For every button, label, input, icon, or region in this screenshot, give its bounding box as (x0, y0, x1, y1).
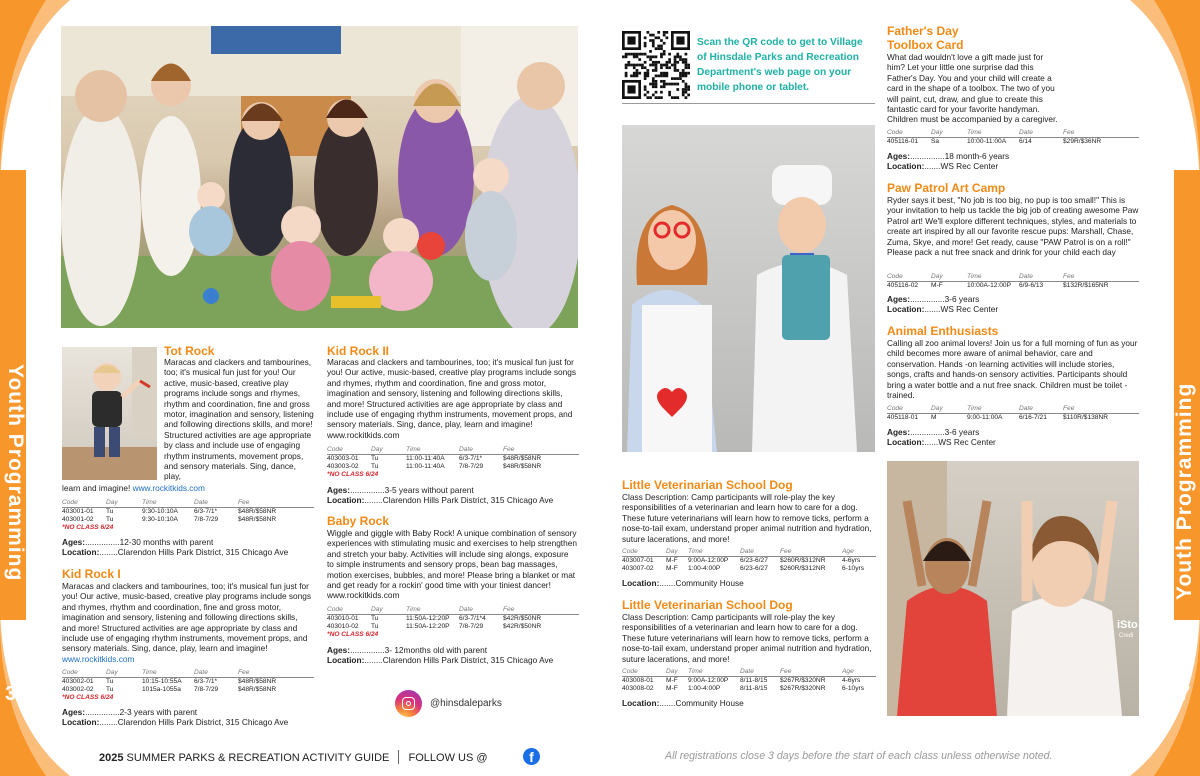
col-code: Code (622, 668, 638, 675)
cell: $48R/$58NR (503, 455, 542, 462)
kid-rock-2-schedule-table (327, 446, 579, 479)
col-fee: Fee (503, 446, 515, 453)
fathers-day-title-line-1: Father's Day (887, 24, 959, 38)
col-code: Code (887, 405, 903, 412)
table-row (327, 615, 579, 623)
fathers-day-location (887, 161, 998, 172)
footer-year: 2025 (99, 752, 124, 764)
ages-dots: ............... (910, 151, 945, 161)
cell: 1:00-4:00P (688, 685, 721, 692)
page-number-left: 36 (5, 683, 28, 705)
cell: 6/3-7/1*4 (459, 615, 486, 622)
table-header (622, 548, 876, 557)
table-header (62, 499, 314, 508)
col-fee: Fee (1063, 273, 1075, 280)
table-row (887, 414, 1139, 422)
tot-rock-description-tail: learn and imagine! (62, 483, 131, 493)
cell: 403001-01 (62, 508, 94, 515)
cell: 10:00-11:00A (967, 138, 1007, 145)
col-date: Date (740, 548, 754, 555)
music-class-photo (61, 26, 578, 328)
col-fee: Fee (1063, 129, 1075, 136)
location-label: Location: (622, 698, 660, 708)
cell: $132R/$165NR (1063, 282, 1109, 289)
toddler-photo (62, 347, 157, 480)
table-header (62, 669, 314, 678)
paw-patrol-description: Ryder says it best, "No job is too big, no pup is too small!" This is your invitation to help us tackle the big job of creating awesome Paw Patrol art! We'll explore different techniques, styles, and materials to create art inspired by all our favorite rescue pups: Marshall, Chase, Zuma, Skye, and more! Get ready, cause "PAW Patrol is on a roll!" Please pack a nut free snack and drink for your child each day (887, 195, 1139, 258)
location-dots: ....... (659, 698, 676, 708)
cell: Tu (106, 508, 114, 515)
kid-rock-1-location (62, 717, 288, 728)
location-dots: ....... (924, 304, 941, 314)
location-label: Location: (327, 655, 365, 665)
table-header (887, 405, 1139, 414)
cell: Tu (371, 455, 379, 462)
col-day: Day (371, 606, 383, 613)
instagram-icon[interactable] (395, 690, 422, 717)
cell: 6/16-7/21 (1019, 414, 1047, 421)
col-day: Day (931, 129, 943, 136)
paw-patrol-location (887, 304, 998, 315)
table-row (327, 455, 579, 463)
tot-rock-schedule-table (62, 499, 314, 532)
ages-dots: ............... (350, 645, 385, 655)
ages-dots: ............... (85, 537, 120, 547)
cell: 8/11-8/15 (740, 685, 768, 692)
location-value: Clarendon Hills Park District, 315 Chicago Ave (382, 655, 554, 665)
cell: $260R/$312NR (780, 557, 826, 564)
col-code: Code (887, 273, 903, 280)
ages-label: Ages: (327, 645, 351, 655)
table-row (62, 686, 314, 694)
location-label: Location: (327, 495, 365, 505)
table-row (62, 516, 314, 524)
cell: $48R/$58NR (238, 686, 277, 693)
no-class-note: *NO CLASS 6/24 (327, 471, 379, 478)
paw-patrol-schedule-table (887, 273, 1139, 290)
cell: 403010-01 (327, 615, 359, 622)
col-time: Time (406, 446, 421, 453)
animal-enthusiasts-description: Calling all zoo animal lovers! Join us for a full morning of fun as your child becomes more aware of animal behavior, care and conservation. Hands -on learning activities will include stories, songs, crafts and hands-on sensory activities. Participants should bring a water bottle and a nut free snack. Children must be toilet -trained. (887, 338, 1138, 401)
col-time: Time (967, 273, 982, 280)
side-title-right: Youth Programming (1173, 382, 1196, 600)
col-date: Date (740, 668, 754, 675)
location-dots: ...... (924, 437, 939, 447)
table-row (622, 685, 876, 693)
qr-code[interactable] (622, 31, 690, 99)
ages-label: Ages: (62, 537, 86, 547)
cell: 11:50A-12:20P (406, 615, 450, 622)
col-code: Code (622, 548, 638, 555)
cell: 7/8-7/29 (194, 686, 219, 693)
col-day: Day (931, 273, 943, 280)
ages-label: Ages: (887, 427, 911, 437)
ages-value: 2-3 years with parent (119, 707, 198, 717)
tot-rock-link[interactable]: www.rockitkids.com (132, 483, 205, 493)
col-date: Date (1019, 129, 1033, 136)
no-class-note: *NO CLASS 6/24 (62, 694, 114, 701)
location-value: WS Rec Center (938, 437, 996, 447)
instagram-handle[interactable]: @hinsdaleparks (430, 698, 502, 709)
cell: 9:30-10:10A (142, 508, 178, 515)
col-code: Code (62, 499, 78, 506)
cell: M-F (931, 282, 943, 289)
cell: $48R/$58NR (238, 678, 277, 685)
col-fee: Fee (238, 669, 250, 676)
cell: $48R/$58NR (238, 516, 277, 523)
cell: 6/23-6/27 (740, 565, 768, 572)
cell: 6-10yrs (842, 565, 864, 572)
col-time: Time (967, 405, 982, 412)
tot-rock-title: Tot Rock (164, 344, 215, 358)
vet-1-description: Class Description: Camp participants will role-play the key responsibilities of a veterinarian and learn how to care for a dog. These future veterinarians will learn how to remove ticks, perform a nose-to-tail exam, understand proper animal nutrition and hydration, suture lacerations, and more! (622, 492, 872, 544)
cell: $29R/$36NR (1063, 138, 1102, 145)
table-row (62, 508, 314, 516)
col-day: Day (931, 405, 943, 412)
table-row (887, 282, 1139, 290)
cell: 4-6yrs (842, 557, 861, 564)
footer-follow-label: FOLLOW US @ (408, 752, 488, 764)
fathers-day-schedule-table (887, 129, 1139, 146)
cell: M (931, 414, 937, 421)
col-fee: Fee (238, 499, 250, 506)
cell: $42R/$50NR (503, 615, 542, 622)
cell: 403008-02 (622, 685, 654, 692)
col-time: Time (688, 548, 703, 555)
cell: 403002-02 (62, 686, 94, 693)
table-row (887, 138, 1139, 146)
table-row (62, 678, 314, 686)
cell: Tu (371, 463, 379, 470)
cell: 7/8-7/29 (459, 463, 484, 470)
cell: $267R/$320NR (780, 677, 826, 684)
photo-credit: iSto (1117, 619, 1138, 631)
cell: 1:00-4:00P (688, 565, 721, 572)
cell: 9:00A-12:00P (688, 677, 729, 684)
fathers-day-title (887, 24, 963, 52)
col-age: Age (842, 668, 854, 675)
cell: 11:50A-12:20P (406, 623, 450, 630)
cell: M-F (666, 557, 678, 564)
col-fee: Fee (503, 606, 515, 613)
baby-rock-schedule-table (327, 606, 579, 639)
ages-value: 3- 12months old with parent (384, 645, 488, 655)
vet-1-schedule-table (622, 548, 876, 573)
cell: M-F (666, 685, 678, 692)
kid-rock-1-description (62, 581, 312, 664)
cell: 6/3-7/1* (194, 678, 218, 685)
cell: Tu (106, 686, 114, 693)
location-value: WS Rec Center (940, 304, 999, 314)
location-dots: ....... (924, 161, 941, 171)
location-label: Location: (62, 547, 100, 557)
table-header (887, 129, 1139, 138)
kid-rock-2-description: Maracas and clackers and tambourines, too; it's musical fun just for you! Our active, music-based, creative play programs include songs and rhymes, rhythm and coordination, fine and gross motor, imagination and sensory, listening and following directions skills, and more! Structured activities are age appropriate by class and include use of engaging rhythm instruments, movement props, and sensory materials. Sing, dance, play, learn and imagine! www.rockitkids.com (327, 357, 577, 440)
cell: 10:15-10:55A (142, 678, 182, 685)
cell: $267R/$320NR (780, 685, 826, 692)
cell: 9:00A-12:00P (688, 557, 729, 564)
footer-left (99, 750, 488, 764)
tot-rock-description: Maracas and clackers and tambourines, too; it's musical fun just for you! Our active, music-based, creative play programs include songs and rhymes, rhythm and coordination, fine and gross motor, imagination and sensory, listening and following directions skills, and more! Structured activities are age appropriate by class and include use of engaging rhythm instruments, movement props, and sensory materials. Sing, dance, play, (164, 357, 314, 482)
col-date: Date (1019, 273, 1033, 280)
ages-dots: ............... (910, 294, 945, 304)
kid-rock-1-text: Maracas and clackers and tambourines, too; it's musical fun just for you! Our active, music-based, creative play programs include songs and rhymes, rhythm and coordination, fine and gross motor, imagination and sensory, listening and following directions skills, and more! Structured activities are age appropriate by class and include use of engaging rhythm instruments, movement props, and sensory materials. Sing, dance, play, learn and imagine! (62, 581, 312, 654)
cell: 405116-02 (887, 282, 919, 289)
location-dots: ........ (99, 547, 118, 557)
location-dots: ........ (364, 495, 383, 505)
ages-value: 3-6 years (944, 427, 980, 437)
kid-rock-2-title: Kid Rock II (327, 344, 390, 358)
cell: $48R/$58NR (238, 508, 277, 515)
vet-1-location (622, 578, 744, 589)
qr-code-icon (622, 31, 690, 99)
cell: 6/3-7/1* (194, 508, 218, 515)
vet-2-description: Class Description: Camp participants will role-play the key responsibilities of a veterinarian and learn how to care for a dog. These future veterinarians will learn how to remove ticks, perform a nose-to-tail exam, understand proper animal nutrition and hydration, suture lacerations, and more! (622, 612, 872, 664)
tot-rock-location (62, 547, 288, 558)
facebook-icon[interactable]: f (523, 748, 540, 765)
cell: 403007-01 (622, 557, 654, 564)
vet-2-location (622, 698, 744, 709)
cell: 6/14 (1019, 138, 1032, 145)
cell: 6/3-7/1* (459, 455, 483, 462)
ages-label: Ages: (887, 151, 911, 161)
cell: 11:00-11:40A (406, 455, 445, 462)
fathers-day-title-line-2: Toolbox Card (887, 38, 964, 52)
footer-registration-note: All registrations close 3 days before the start of each class unless otherwise noted. (665, 750, 1053, 762)
table-header (327, 446, 579, 455)
cell: $260R/$312NR (780, 565, 826, 572)
footer-divider (398, 750, 399, 764)
location-value: WS Rec Center (940, 161, 999, 171)
cell: 9:30-10:10A (142, 516, 178, 523)
cell: 8/11-8/15 (740, 677, 768, 684)
location-dots: ........ (364, 655, 383, 665)
cell: 405118-01 (887, 414, 919, 421)
col-time: Time (142, 499, 157, 506)
table-header (887, 273, 1139, 282)
no-class-note: *NO CLASS 6/24 (62, 524, 114, 531)
baby-rock-description: Wiggle and giggle with Baby Rock! A unique combination of sensory experiences with stimulating music and exercises to help strengthen and stretch your baby. Activities will include sing alongs, exposure to simple instruments and sensory props, bean bag massages, motion exercises, bubbles, and more! Please bring a blanket or mat and get ready for a rockin' good time with your tiniest dancer! www.rockitkids.com (327, 528, 577, 601)
kid-rock-1-link[interactable]: www.rockitkids.com (62, 653, 135, 664)
cell: 405116-01 (887, 138, 919, 145)
footer-guide-title: SUMMER PARKS & RECREATION ACTIVITY GUIDE (126, 752, 390, 764)
baby-rock-title: Baby Rock (327, 514, 390, 528)
col-age: Age (842, 548, 854, 555)
cell: 403003-01 (327, 455, 359, 462)
cell: 1015a-1055a (142, 686, 181, 693)
col-time: Time (406, 606, 421, 613)
location-label: Location: (887, 304, 925, 314)
divider (622, 103, 875, 104)
cell: $48R/$58NR (503, 463, 542, 470)
ages-label: Ages: (327, 485, 351, 495)
side-title-left: Youth Programming (4, 364, 27, 582)
cell: 6/9-6/13 (1019, 282, 1044, 289)
col-fee: Fee (1063, 405, 1075, 412)
paw-patrol-title: Paw Patrol Art Camp (887, 181, 1006, 195)
col-code: Code (327, 446, 343, 453)
table-row (622, 557, 876, 565)
tot-rock-description-end (62, 483, 312, 493)
cell: 4-6yrs (842, 677, 861, 684)
cell: 403003-02 (327, 463, 359, 470)
no-class-note: *NO CLASS 6/24 (327, 631, 379, 638)
cell: 9:00-11:00A (967, 414, 1003, 421)
vet-2-schedule-table (622, 668, 876, 693)
cell: 403002-01 (62, 678, 94, 685)
table-row (622, 677, 876, 685)
table-row (327, 463, 579, 471)
cell: 11:00-11:40A (406, 463, 445, 470)
col-day: Day (106, 669, 118, 676)
animal-enthusiasts-schedule-table (887, 405, 1139, 422)
col-code: Code (887, 129, 903, 136)
baby-rock-location (327, 655, 553, 666)
location-label: Location: (62, 717, 100, 727)
col-fee: Fee (780, 668, 792, 675)
ages-value: 3-6 years (944, 294, 980, 304)
col-date: Date (459, 446, 473, 453)
table-row (622, 565, 876, 573)
kids-dancing-photo (887, 461, 1139, 716)
ages-label: Ages: (887, 294, 911, 304)
cell: 403010-02 (327, 623, 359, 630)
animal-enthusiasts-location (887, 437, 996, 448)
location-value: Community House (675, 578, 744, 588)
ages-dots: ............... (350, 485, 385, 495)
location-value: Clarendon Hills Park District, 315 Chicago Ave (117, 717, 289, 727)
vet-2-title: Little Veterinarian School Dog (622, 598, 793, 612)
cell: 403001-02 (62, 516, 94, 523)
cell: 403007-02 (622, 565, 654, 572)
col-code: Code (62, 669, 78, 676)
cell: 7/8-7/29 (459, 623, 484, 630)
table-header (327, 606, 579, 615)
cell: Tu (106, 678, 114, 685)
page-number-right: 37 (1168, 683, 1191, 705)
table-header (622, 668, 876, 677)
location-value: Clarendon Hills Park District, 315 Chicago Ave (117, 547, 289, 557)
col-date: Date (459, 606, 473, 613)
col-time: Time (967, 129, 982, 136)
cell: Tu (371, 615, 379, 622)
kid-rock-1-title: Kid Rock I (62, 567, 121, 581)
cell: 7/8-7/29 (194, 516, 219, 523)
col-day: Day (666, 548, 678, 555)
table-row (327, 623, 579, 631)
location-label: Location: (622, 578, 660, 588)
col-time: Time (142, 669, 157, 676)
col-date: Date (194, 499, 208, 506)
cell: 403008-01 (622, 677, 654, 684)
kids-doctor-photo (622, 125, 875, 452)
cell: 6-10yrs (842, 685, 864, 692)
animal-enthusiasts-title: Animal Enthusiasts (887, 324, 999, 338)
vet-1-title: Little Veterinarian School Dog (622, 478, 793, 492)
col-time: Time (688, 668, 703, 675)
cell: M-F (666, 565, 678, 572)
ages-dots: ............... (910, 427, 945, 437)
col-date: Date (194, 669, 208, 676)
cell: 6/23-6/27 (740, 557, 768, 564)
col-day: Day (371, 446, 383, 453)
photo-credit-line-2: Credi (1119, 633, 1134, 639)
location-value: Community House (675, 698, 744, 708)
location-value: Clarendon Hills Park District, 315 Chicago Ave (382, 495, 554, 505)
cell: M-F (666, 677, 678, 684)
location-label: Location: (887, 437, 925, 447)
col-fee: Fee (780, 548, 792, 555)
ages-value: 12-30 months with parent (119, 537, 214, 547)
col-day: Day (666, 668, 678, 675)
col-date: Date (1019, 405, 1033, 412)
ages-label: Ages: (62, 707, 86, 717)
location-dots: ....... (659, 578, 676, 588)
cell: $110R/$138NR (1063, 414, 1108, 421)
cell: 10:00A-12:00P (967, 282, 1011, 289)
kid-rock-1-schedule-table (62, 669, 314, 702)
ages-value: 3-5 years without parent (384, 485, 474, 495)
cell: Tu (106, 516, 114, 523)
cell: Tu (371, 623, 379, 630)
location-dots: ........ (99, 717, 118, 727)
cell: Sa (931, 138, 940, 145)
ages-dots: ............... (85, 707, 120, 717)
kid-rock-2-location (327, 495, 553, 506)
fathers-day-description: What dad wouldn't love a gift made just for him? Let your little one surprise dad this Father's Day. You and your child will create a card in the shape of a toolbox. The two of you will paint, cut, draw, and glue to create this fantastic card for your favorite handyman. Children must be accompanied by a caregiver. (887, 52, 1058, 125)
col-day: Day (106, 499, 118, 506)
ages-value: 18 month-6 years (944, 151, 1010, 161)
location-label: Location: (887, 161, 925, 171)
col-code: Code (327, 606, 343, 613)
cell: $42R/$50NR (503, 623, 542, 630)
qr-instructions: Scan the QR code to get to Village of Hinsdale Parks and Recreation Department's web page on your mobile phone or tablet. (697, 37, 863, 93)
